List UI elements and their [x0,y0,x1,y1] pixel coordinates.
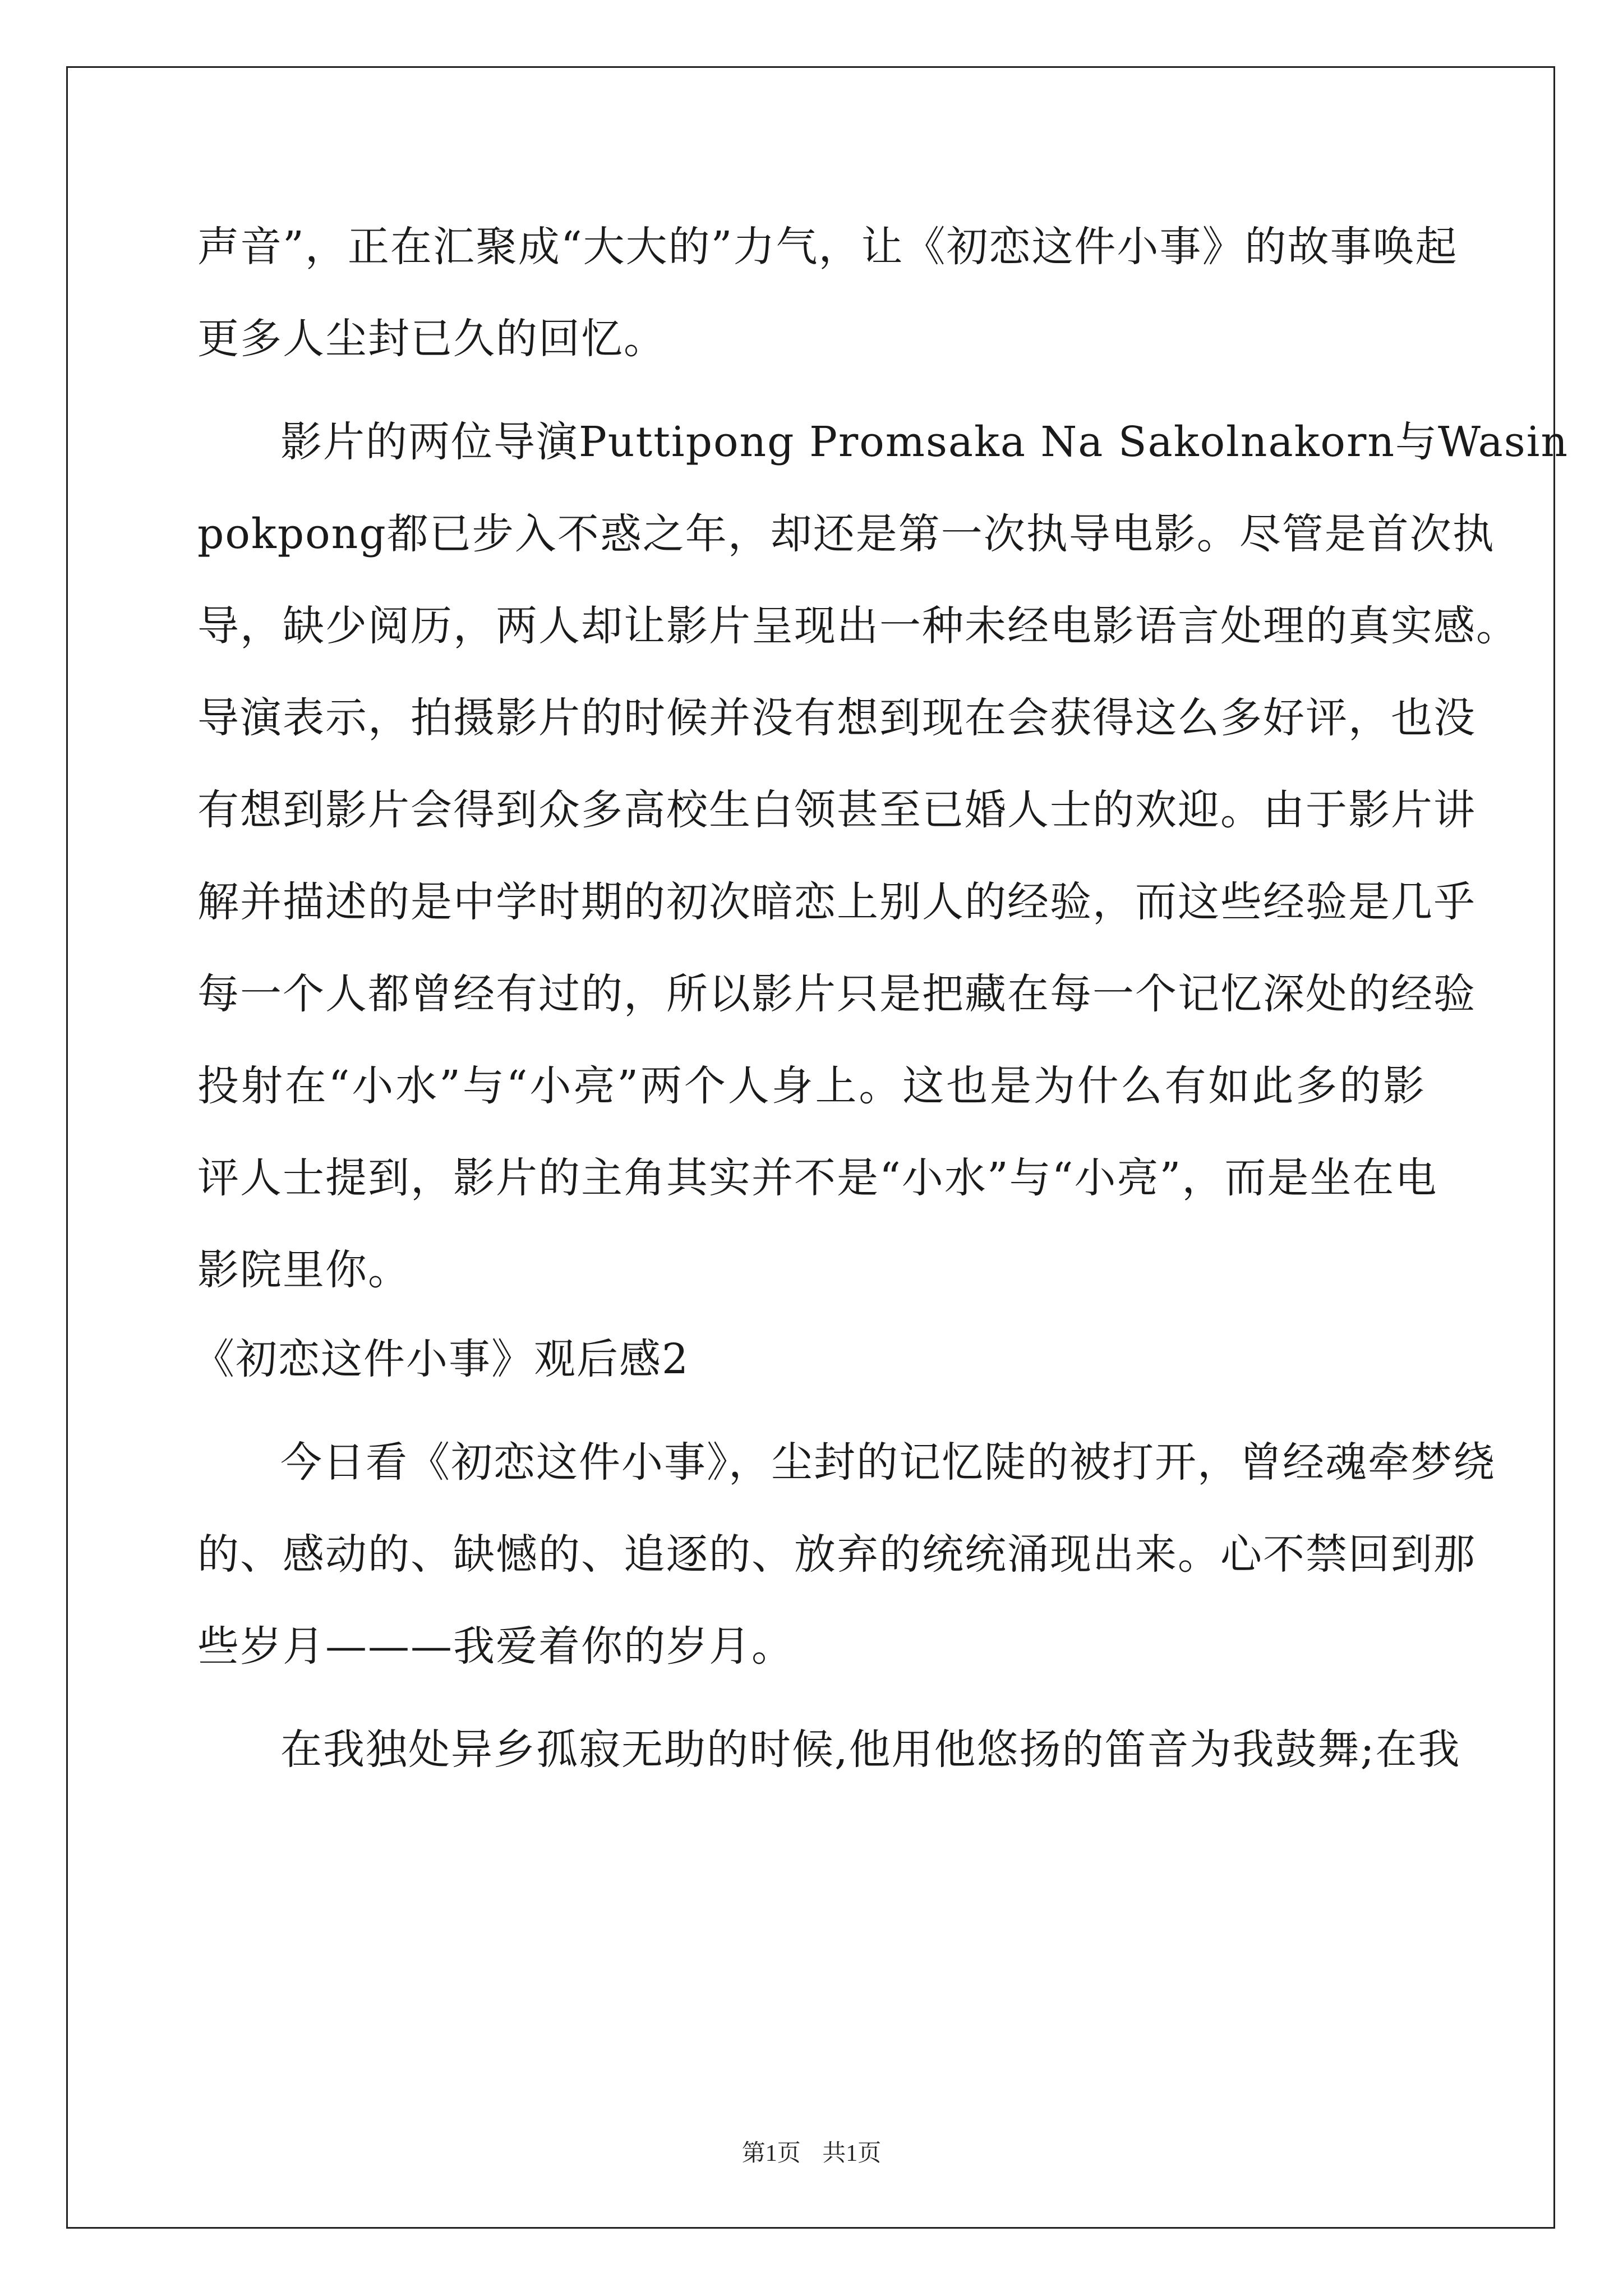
paragraph-first-line: 影片的两位导演Puttipong Promsaka Na Sakolnakorn与Wasin [280,418,1569,466]
page-total: 共1页 [822,2141,882,2166]
text-line: pokpong都已步入不惑之年，却还是第一次执导电影。尽管是首次执 [197,510,1495,558]
page-number: 第1页 [741,2141,801,2166]
text-line: 导，缺少阅历，两人却让影片呈现出一种未经电影语言处理的真实感。 [197,602,1519,650]
paragraph-first-line: 今日看《初恋这件小事》，尘封的记忆陡的被打开，曾经魂牵梦绕 [280,1438,1496,1487]
text-line: 些岁月———我爱着你的岁月。 [197,1622,794,1671]
text-line: 每一个人都曾经有过的，所以影片只是把藏在每一个记忆深处的经验 [197,970,1476,1018]
text-line: 导演表示，拍摄影片的时候并没有想到现在会获得这么多好评，也没 [197,694,1476,742]
paragraph-first-line: 在我独处异乡孤寂无助的时候,他用他悠扬的笛音为我鼓舞;在我 [280,1726,1461,1774]
text-line: 影院里你。 [197,1246,411,1294]
section-heading: 《初恋这件小事》观后感2 [193,1335,690,1383]
text-line: 更多人尘封已久的回忆。 [197,315,666,363]
text-line: 解并描述的是中学时期的初次暗恋上别人的经验，而这些经验是几乎 [197,878,1476,926]
text-line: 声音”，正在汇聚成“大大的”力气，让《初恋这件小事》的故事唤起 [197,223,1458,271]
page-border [66,66,1569,2229]
text-line: 有想到影片会得到众多高校生白领甚至已婚人士的欢迎。由于影片讲 [197,786,1476,834]
text-line: 评人士提到，影片的主角其实并不是“小水”与“小亮”，而是坐在电 [197,1154,1438,1202]
text-line: 的、感动的、缺憾的、追逐的、放弃的统统涌现出来。心不禁回到那 [197,1530,1476,1579]
page-footer [0,2134,1623,2168]
text-line: 投射在“小水”与“小亮”两个人身上。这也是为什么有如此多的影 [197,1062,1426,1110]
